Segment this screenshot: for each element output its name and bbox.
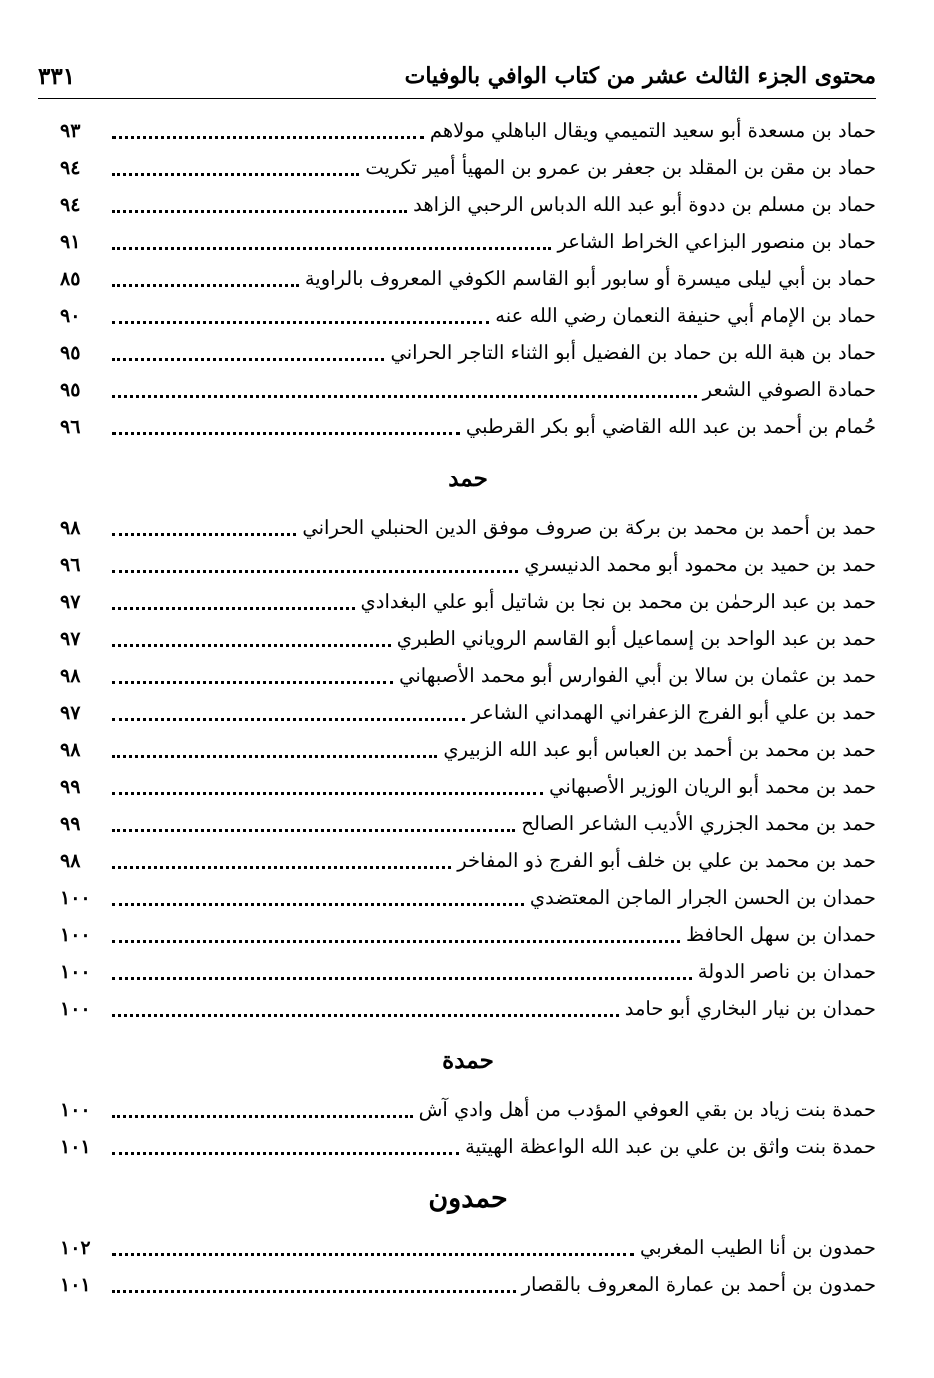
section-heading: حمد [448,465,488,492]
index-entry [60,334,876,371]
entry-page-number: ١٠٠ [60,998,91,1020]
dot-leader [112,284,299,287]
index-entry [60,112,876,149]
dot-leader [112,866,451,869]
entry-name: حماد بن مقن بن المقلد بن جعفر بن عمرو بن المهيأ أمير تكريت [365,156,876,179]
index-entry [60,1128,876,1165]
entry-page-number: ١٠٠ [60,924,91,946]
entry-name: حمدان بن نيار البخاري أبو حامد [624,997,876,1020]
entry-page-number: ١٠٢ [60,1237,91,1259]
dot-leader [112,173,359,176]
index-section [60,1169,876,1303]
entry-name: حمد بن علي أبو الفرج الزعفراني الهمداني الشاعر [471,701,876,724]
index-entry [60,260,876,297]
index-entry [60,657,876,694]
index-entry [60,149,876,186]
entry-name: حمد بن حميد بن محمود أبو محمد الدنيسري [524,553,876,576]
entry-name: حمد بن محمد بن أحمد بن العباس أبو عبد الله الزبيري [443,738,876,761]
entry-name: حماد بن مسعدة أبو سعيد التميمي ويقال الباهلي مولاهم [429,119,876,142]
entry-name: حماد بن هبة الله بن حماد بن الفضيل أبو الثناء التاجر الحراني [390,341,876,364]
entry-name: حمد بن محمد أبو الريان الوزير الأصبهاني [549,775,876,798]
dot-leader [112,136,424,139]
index-entry [60,620,876,657]
dot-leader [112,1290,516,1293]
dot-leader [112,395,697,398]
entry-page-number: ٩٦ [60,554,81,576]
entry-name: حمادة الصوفي الشعر [702,378,876,401]
entry-page-number: ٩٨ [60,665,81,687]
dot-leader [112,940,680,943]
index-entry [60,990,876,1027]
header-title: محتوى الجزء الثالث عشر من كتاب الوافي بالوفيات [404,63,876,89]
dot-leader [112,829,515,832]
entry-page-number: ٩٧ [60,702,81,724]
index-entry [60,1091,876,1128]
entry-page-number: ٩٥ [60,379,81,401]
index-entry [60,186,876,223]
index-entry [60,953,876,990]
index-section [60,449,876,1027]
entry-page-number: ١٠٠ [60,961,91,983]
entry-page-number: ٩٧ [60,591,81,613]
entry-name: حمد بن محمد بن علي بن خلف أبو الفرج ذو المفاخر [457,849,876,872]
index-entry [60,842,876,879]
dot-leader [112,570,518,573]
entry-page-number: ٩٥ [60,342,81,364]
entry-page-number: ٩٨ [60,739,81,761]
entry-page-number: ٩٧ [60,628,81,650]
index-section [60,112,876,445]
entry-page-number: ٩٨ [60,850,81,872]
entry-name: حمدان بن سهل الحافظ [686,923,876,946]
dot-leader [112,718,465,721]
dot-leader [112,247,551,250]
dot-leader [112,432,460,435]
dot-leader [112,644,391,647]
entry-name: حماد بن أبي ليلى ميسرة أو سابور أبو القاسم الكوفي المعروف بالراوية [304,267,876,290]
index-entry [60,879,876,916]
entry-name: حماد بن الإمام أبي حنيفة النعمان رضي الله عنه [495,304,876,327]
dot-leader [112,903,524,906]
dot-leader [112,358,384,361]
entry-name: حُمام بن أحمد بن عبد الله القاضي أبو بكر القرطبي [465,415,876,438]
index-entry [60,694,876,731]
entry-name: حماد بن منصور البزاعي الخراط الشاعر [557,230,876,253]
entry-page-number: ١٠١ [60,1274,91,1296]
entry-page-number: ٩٨ [60,517,81,539]
entry-page-number: ١٠٠ [60,1099,91,1121]
index-entry [60,1266,876,1303]
index-entry [60,408,876,445]
entry-name: حمدان بن الحسن الجرار الماجن المعتضدي [529,886,876,909]
entry-name: حمد بن محمد الجزري الأديب الشاعر الصالح [521,812,876,835]
dot-leader [112,755,437,758]
index-entry [60,223,876,260]
entry-page-number: ٩٤ [60,157,81,179]
section-heading: حمدة [442,1047,494,1074]
entry-name: حمد بن عبد الواحد بن إسماعيل أبو القاسم الروياني الطبري [396,627,876,650]
section-heading: حمدون [428,1183,508,1214]
dot-leader [112,1152,459,1155]
dot-leader [112,792,543,795]
dot-leader [112,1014,619,1017]
entry-name: حمدة بنت زياد بن بقي العوفي المؤدب من أهل وادي آش [418,1098,876,1121]
dot-leader [112,321,489,324]
entry-page-number: ٩٠ [60,305,81,327]
index-section [60,1031,876,1165]
entry-name: حمدون بن أحمد بن عمارة المعروف بالقصار [521,1273,876,1296]
entry-page-number: ٩٤ [60,194,81,216]
entry-page-number: ٩٩ [60,813,81,835]
entry-name: حماد بن مسلم بن ددوة أبو عبد الله الدباس الرحبي الزاهد [413,193,876,216]
entry-page-number: ٩١ [60,231,81,253]
dot-leader [112,210,407,213]
index-entry [60,509,876,546]
index-entry [60,805,876,842]
index-entry [60,916,876,953]
index-entry [60,731,876,768]
index-entry [60,297,876,334]
entry-page-number: ٩٦ [60,416,81,438]
entry-name: حمد بن عبد الرحمٰن بن محمد بن نجا بن شاتيل أبو علي البغدادي [360,590,876,613]
dot-leader [112,607,355,610]
entry-page-number: ١٠٠ [60,887,91,909]
index-entry [60,583,876,620]
entry-name: حمدان بن ناصر الدولة [697,960,876,983]
index-entry [60,768,876,805]
dot-leader [112,977,692,980]
page-header [38,54,876,99]
entry-name: حمدون بن أنا الطيب المغربي [639,1236,876,1259]
entry-page-number: ٩٣ [60,120,81,142]
index-entry [60,1229,876,1266]
dot-leader [112,681,393,684]
index-entry [60,371,876,408]
page-number: ٣٣١ [38,62,76,90]
entry-page-number: ١٠١ [60,1136,91,1158]
dot-leader [112,1115,413,1118]
index-entry [60,546,876,583]
entry-name: حمدة بنت واثق بن علي بن عبد الله الواعظة الهيتية [465,1135,876,1158]
entry-name: حمد بن أحمد بن محمد بن بركة بن صروف موفق الدين الحنبلي الحراني [302,516,876,539]
entry-page-number: ٩٩ [60,776,81,798]
dot-leader [112,533,296,536]
dot-leader [112,1253,634,1256]
index-content [60,112,876,1303]
entry-page-number: ٨٥ [60,268,81,290]
entry-name: حمد بن عثمان بن سالا بن أبي الفوارس أبو محمد الأصبهاني [399,664,876,687]
